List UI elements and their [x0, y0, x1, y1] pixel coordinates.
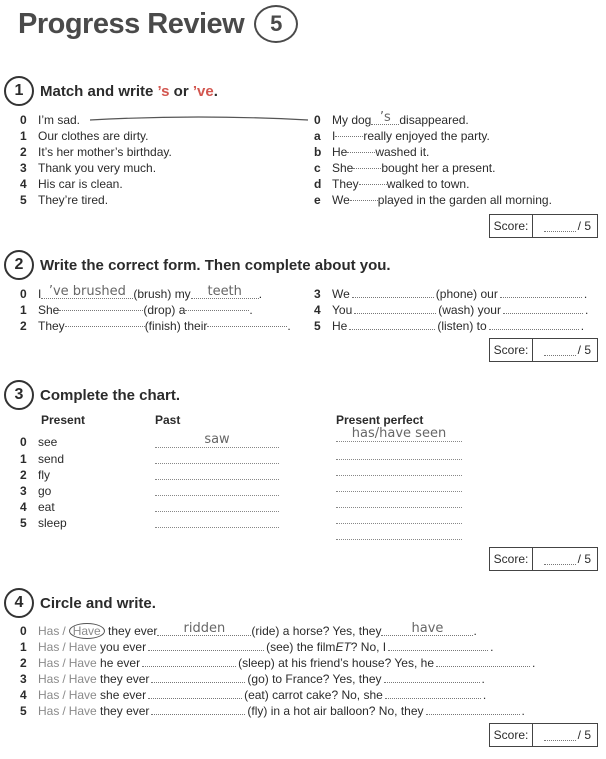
past-answer-field[interactable]	[155, 495, 279, 496]
chart-row: 4 eat	[20, 500, 55, 514]
answer-field[interactable]	[151, 671, 245, 683]
answer-field[interactable]	[353, 168, 381, 169]
answer-field[interactable]: teeth	[191, 285, 259, 299]
answer-field[interactable]	[59, 310, 143, 311]
section-number: 3	[4, 380, 34, 410]
score-box	[489, 547, 598, 571]
answer-field[interactable]	[359, 184, 387, 185]
answer-field[interactable]	[148, 639, 264, 651]
option-has[interactable]: Has	[38, 640, 60, 654]
option-have[interactable]: Have	[68, 672, 97, 686]
answer-field[interactable]	[207, 326, 287, 327]
section-title: Write the correct form. Then complete about you.	[40, 256, 391, 274]
match-right-item: b He washed it.	[314, 145, 430, 159]
unit-number-badge: 5	[254, 5, 298, 43]
match-right-item: e We played in the garden all morning.	[314, 193, 552, 207]
circle-item: 3 Has / Have they ever (go) to France? Yes, they .	[20, 672, 485, 686]
section-title: Circle and write.	[40, 594, 156, 612]
answer-field[interactable]	[384, 671, 480, 683]
page-title: Progress Review	[18, 7, 245, 40]
match-right-item: c She bought her a present.	[314, 161, 496, 175]
score-box	[489, 214, 598, 238]
chart-header-perfect: Present perfect	[336, 413, 424, 427]
form-item: 5 He (listen) to .	[314, 319, 585, 333]
perfect-answer-field[interactable]	[336, 539, 462, 540]
section-1-header	[4, 76, 218, 106]
chart-row: 5 sleep	[20, 516, 67, 530]
score-box	[489, 723, 598, 747]
past-answer-field[interactable]	[155, 527, 279, 528]
option-has[interactable]: Has	[38, 624, 60, 638]
past-answer-field[interactable]	[155, 511, 279, 512]
answer-field[interactable]	[185, 310, 249, 311]
answer-field[interactable]	[489, 318, 579, 330]
circle-item: 4 Has / Have she ever (eat) carrot cake? No, she .	[20, 688, 487, 702]
chart-row: 0 see	[20, 435, 58, 449]
match-example-line	[88, 112, 310, 126]
form-item: 1 She (drop) a .	[20, 303, 253, 317]
answer-field[interactable]	[151, 703, 245, 715]
section-title: Match and write ’s or ’ve.	[40, 82, 218, 100]
past-answer-field[interactable]	[155, 479, 279, 480]
past-answer-field[interactable]: saw	[155, 433, 279, 448]
score-field[interactable]	[544, 553, 576, 565]
answer-field[interactable]: have	[381, 622, 473, 636]
match-left-item: 4 His car is clean.	[20, 177, 123, 191]
section-title: Complete the chart.	[40, 386, 181, 404]
match-right-item: d They walked to town.	[314, 177, 470, 191]
perfect-answer-field[interactable]	[336, 475, 462, 476]
option-have[interactable]: Have	[68, 688, 97, 702]
answer-field[interactable]	[349, 318, 435, 330]
form-item: 4 You (wash) your .	[314, 303, 589, 317]
answer-field[interactable]: ’ve brushed	[41, 285, 133, 299]
answer-field[interactable]	[385, 687, 481, 699]
section-2-header	[4, 250, 391, 280]
option-have[interactable]: Have	[68, 640, 97, 654]
answer-field[interactable]	[350, 200, 378, 201]
score-total: / 5	[577, 343, 591, 357]
chart-row: 3 go	[20, 484, 52, 498]
perfect-answer-field[interactable]	[336, 459, 462, 460]
answer-field[interactable]: ridden	[157, 622, 251, 636]
option-have[interactable]: Have	[68, 656, 97, 670]
circle-item: 0 Has / Have they ever ridden (ride) a horse? Yes, they have .	[20, 621, 477, 638]
option-have[interactable]: Have	[68, 704, 97, 718]
perfect-answer-field[interactable]	[336, 523, 462, 524]
answer-field[interactable]	[436, 655, 530, 667]
score-label: Score:	[490, 215, 533, 237]
score-label: Score:	[490, 724, 533, 746]
section-4-header	[4, 588, 156, 618]
section-number: 2	[4, 250, 34, 280]
score-label: Score:	[490, 548, 533, 570]
form-item: 0 I ’ve brushed (brush) my teeth .	[20, 284, 263, 301]
chart-header-present: Present	[41, 413, 86, 427]
option-has[interactable]: Has	[38, 704, 60, 718]
match-right-item: 0 My dog ’s disappeared.	[314, 110, 469, 127]
match-left-item: 5 They’re tired.	[20, 193, 109, 207]
answer-field[interactable]: ’s	[371, 111, 399, 125]
answer-field[interactable]	[500, 286, 582, 298]
answer-field[interactable]	[352, 286, 434, 298]
perfect-answer-field[interactable]	[336, 491, 462, 492]
circle-item: 1 Has / Have you ever (see) the film ET ? No, I .	[20, 640, 494, 654]
option-have-circled[interactable]: Have	[69, 623, 105, 639]
section-number: 4	[4, 588, 34, 618]
circle-item: 2 Has / Have he ever (sleep) at his friend’s house? Yes, he .	[20, 656, 536, 670]
score-field[interactable]	[544, 729, 576, 741]
match-left-item: 3 Thank you very much.	[20, 161, 157, 175]
score-field[interactable]	[544, 220, 576, 232]
section-3-header	[4, 380, 180, 410]
circle-item: 5 Has / Have they ever (fly) in a hot air balloon? No, they .	[20, 704, 525, 718]
page-header	[18, 4, 298, 44]
match-right-item: a I really enjoyed the party.	[314, 129, 490, 143]
answer-field[interactable]	[148, 687, 242, 699]
answer-field[interactable]	[426, 703, 520, 715]
answer-field[interactable]	[347, 152, 375, 153]
chart-row: 2 fly	[20, 468, 50, 482]
answer-field[interactable]	[388, 639, 488, 651]
past-answer-field[interactable]	[155, 463, 279, 464]
form-item: 2 They (finish) their .	[20, 319, 291, 333]
section-number: 1	[4, 76, 34, 106]
score-total: / 5	[577, 728, 591, 742]
match-left-item: 1 Our clothes are dirty.	[20, 129, 149, 143]
answer-field[interactable]	[142, 655, 236, 667]
score-total: / 5	[577, 552, 591, 566]
score-total: / 5	[577, 219, 591, 233]
score-field[interactable]	[544, 344, 576, 356]
score-label: Score:	[490, 339, 533, 361]
match-left-item: 0 I’m sad.	[20, 113, 81, 127]
perfect-answer-field[interactable]	[336, 507, 462, 508]
chart-header-past: Past	[155, 413, 181, 427]
answer-field[interactable]	[503, 302, 583, 314]
option-has[interactable]: Has	[38, 688, 60, 702]
score-box	[489, 338, 598, 362]
option-has[interactable]: Has	[38, 672, 60, 686]
chart-row: 1 send	[20, 452, 65, 466]
answer-field[interactable]	[354, 302, 436, 314]
match-left-item: 2 It’s her mother’s birthday.	[20, 145, 172, 159]
form-item: 3 We (phone) our .	[314, 287, 588, 301]
perfect-answer-field[interactable]: has/have seen	[336, 427, 462, 442]
answer-field[interactable]	[335, 136, 363, 137]
answer-field[interactable]	[65, 326, 145, 327]
option-has[interactable]: Has	[38, 656, 60, 670]
